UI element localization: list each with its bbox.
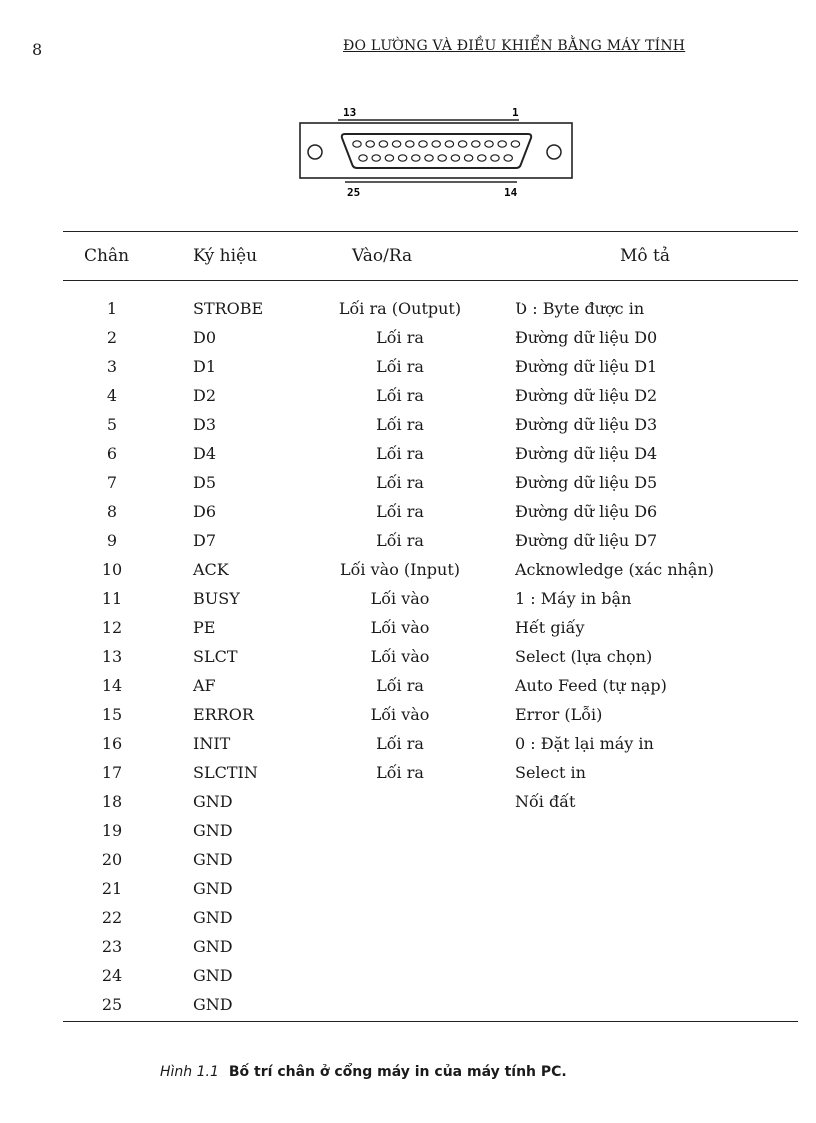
pin-direction: Lối ra	[376, 357, 424, 376]
table-row	[0, 411, 816, 440]
table-row	[0, 353, 816, 382]
pin-symbol: D0	[193, 328, 217, 347]
pin-symbol: GND	[193, 937, 233, 956]
figure-label: Hình 1.1	[160, 1064, 219, 1080]
pin-symbol: GND	[193, 821, 233, 840]
pin-number: 11	[101, 589, 123, 608]
pin-label-1: 1	[512, 106, 519, 119]
pin-description: Đường dữ liệu D2	[515, 386, 658, 405]
connector-shell	[300, 123, 572, 178]
pin-direction: Lối ra	[376, 502, 424, 521]
pin-number: 12	[101, 618, 123, 637]
pin-number: 20	[101, 850, 123, 869]
pin-direction: Lối ra	[376, 473, 424, 492]
table-row	[0, 469, 816, 498]
pin-description: Select in	[515, 763, 586, 782]
pin-description: Auto Feed (tự nạp)	[515, 676, 667, 695]
pin-symbol: SLCTIN	[193, 763, 258, 782]
running-header: ĐO LƯỜNG VÀ ĐIỀU KHIỂN BẰNG MÁY TÍNH	[343, 38, 686, 54]
table-row	[0, 498, 816, 527]
pin-description: Đường dữ liệu D3	[515, 415, 658, 434]
pin-table-body	[0, 295, 816, 1020]
pin-number: 13	[101, 647, 123, 666]
header-pin: Chân	[84, 246, 130, 266]
pin-symbol: D3	[193, 415, 217, 434]
pin-label-25: 25	[347, 186, 361, 199]
pin-symbol: AF	[193, 676, 216, 695]
table-row	[0, 527, 816, 556]
pin-symbol: D2	[193, 386, 217, 405]
pin-symbol: D4	[193, 444, 217, 463]
table-row	[0, 556, 816, 585]
table-row	[0, 643, 816, 672]
pin-description: 1 : Máy in bận	[515, 589, 632, 608]
pin-number: 4	[106, 386, 118, 405]
pin-symbol: D1	[193, 357, 217, 376]
pin-number: 25	[101, 995, 123, 1014]
table-row	[0, 846, 816, 875]
pin-description: Error (Lỗi)	[515, 705, 603, 724]
header-description: Mô tả	[620, 246, 671, 266]
table-row	[0, 759, 816, 788]
pin-description: Đường dữ liệu D5	[515, 473, 658, 492]
table-row	[0, 672, 816, 701]
table-row	[0, 991, 816, 1020]
pin-symbol: ERROR	[193, 705, 254, 724]
pin-number: 14	[101, 676, 123, 695]
table-row	[0, 295, 816, 324]
pin-symbol: SLCT	[193, 647, 238, 666]
table-row	[0, 440, 816, 469]
page-number: 8	[32, 40, 43, 59]
pin-number: 19	[101, 821, 123, 840]
pin-symbol: D7	[193, 531, 217, 550]
db25-connector-svg	[295, 100, 580, 200]
pin-direction: Lối ra	[376, 734, 424, 753]
pin-direction: Lối vào	[370, 589, 430, 608]
table-rule-top	[63, 231, 798, 232]
pin-number: 2	[106, 328, 118, 347]
pin-number: 24	[101, 966, 123, 985]
pin-direction: Lối vào (Input)	[340, 560, 460, 579]
table-row	[0, 962, 816, 991]
figure-caption-text: Bố trí chân ở cổng máy in của máy tính PC.	[228, 1064, 567, 1080]
pin-number: 9	[106, 531, 118, 550]
table-row	[0, 614, 816, 643]
pin-symbol: D6	[193, 502, 217, 521]
pin-description: Hết giấy	[515, 618, 585, 637]
pin-direction: Lối ra	[376, 531, 424, 550]
pin-direction: Lối vào	[370, 618, 430, 637]
pin-number: 6	[106, 444, 118, 463]
pin-number: 18	[101, 792, 123, 811]
table-row	[0, 788, 816, 817]
figure-caption	[160, 1064, 567, 1080]
pin-symbol: INIT	[193, 734, 231, 753]
pin-symbol: BUSY	[193, 589, 240, 608]
pin-label-13: 13	[343, 106, 357, 119]
table-row	[0, 324, 816, 353]
header-symbol: Ký hiệu	[193, 246, 258, 266]
pin-description: Select (lựa chọn)	[515, 647, 653, 666]
pin-number: 10	[101, 560, 123, 579]
pin-symbol: GND	[193, 850, 233, 869]
pin-number: 5	[106, 415, 118, 434]
pin-description: Đường dữ liệu D6	[515, 502, 658, 521]
pin-symbol: D5	[193, 473, 217, 492]
pin-direction: Lối ra	[376, 676, 424, 695]
table-row	[0, 382, 816, 411]
table-row	[0, 933, 816, 962]
pin-symbol: PE	[193, 618, 216, 637]
pin-description: 0 : Đặt lại máy in	[515, 734, 654, 753]
pin-description: Đường dữ liệu D4	[515, 444, 658, 463]
pin-symbol: GND	[193, 995, 233, 1014]
pin-number: 8	[106, 502, 118, 521]
pin-direction: Lối vào	[370, 705, 430, 724]
pin-label-14: 14	[504, 186, 518, 199]
header-direction: Vào/Ra	[352, 246, 413, 266]
pin-number: 15	[101, 705, 123, 724]
table-row	[0, 875, 816, 904]
pin-number: 21	[101, 879, 123, 898]
pin-description: Đường dữ liệu D7	[515, 531, 658, 550]
pin-number: 23	[101, 937, 123, 956]
table-row	[0, 585, 816, 614]
pin-description: Đường dữ liệu D1	[515, 357, 658, 376]
pin-direction: Lối ra	[376, 444, 424, 463]
pin-number: 17	[101, 763, 123, 782]
table-rule-bottom	[63, 1021, 798, 1022]
pin-symbol: STROBE	[193, 299, 264, 318]
table-row	[0, 730, 816, 759]
pin-description: Đường dữ liệu D0	[515, 328, 658, 347]
pin-description: Acknowledge (xác nhận)	[515, 560, 715, 579]
pin-description: Nối đất	[515, 792, 576, 811]
pin-symbol: GND	[193, 792, 233, 811]
pin-direction: Lối ra	[376, 328, 424, 347]
db25-connector-diagram	[295, 100, 580, 200]
pin-symbol: GND	[193, 908, 233, 927]
pin-direction: Lối ra	[376, 763, 424, 782]
pin-number: 1	[106, 299, 118, 318]
pin-symbol: GND	[193, 966, 233, 985]
pin-direction: Lối ra	[376, 386, 424, 405]
pin-direction: Lối ra	[376, 415, 424, 434]
pin-number: 22	[101, 908, 123, 927]
pin-number: 7	[106, 473, 118, 492]
table-rule-header	[63, 280, 798, 281]
pin-number: 16	[101, 734, 123, 753]
pin-number: 3	[106, 357, 118, 376]
pin-direction: Lối ra (Output)	[338, 299, 462, 318]
pin-direction: Lối vào	[370, 647, 430, 666]
pin-symbol: ACK	[193, 560, 229, 579]
pin-description: Ʋ : Byte được in	[515, 299, 645, 318]
table-row	[0, 701, 816, 730]
table-row	[0, 904, 816, 933]
table-row	[0, 817, 816, 846]
pin-symbol: GND	[193, 879, 233, 898]
